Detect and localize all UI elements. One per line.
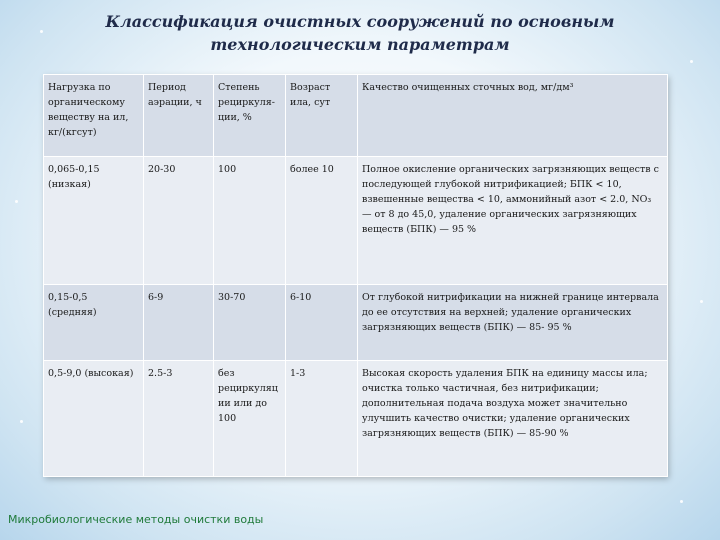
classification-table	[43, 74, 668, 477]
table-header-row	[44, 75, 668, 157]
table-row	[44, 157, 668, 285]
header-cell-load: Нагрузка по органическому веществу на ил, кг/(кгсут)	[44, 75, 144, 157]
sparkle	[15, 200, 18, 203]
sparkle	[680, 500, 683, 503]
table-cell: Полное окисление органических загрязняющих веществ с последующей глубокой нитрификацией; БПК < 10, взвешенные вещества < 10, аммонийный азот < 2.0, NO₃ — от 8 до 45,0, удаление органических загрязняющих веществ (БПК) — 95 %	[358, 157, 668, 285]
table-cell: От глубокой нитрификации на нижней границе интервала до ее отсутствия на верхней; удаление органических загрязняющих веществ (БПК) — 85- 95 %	[358, 285, 668, 361]
sparkle	[690, 60, 693, 63]
table-cell: 0,15-0,5 (средняя)	[44, 285, 144, 361]
header-cell-sludge-age: Возраст ила, сут	[286, 75, 358, 157]
table-cell: 6-10	[286, 285, 358, 361]
table-cell: 0,065-0,15 (низкая)	[44, 157, 144, 285]
table-cell: 0,5-9,0 (высокая)	[44, 361, 144, 477]
table-row	[44, 285, 668, 361]
sparkle	[700, 300, 703, 303]
table-cell: 6-9	[144, 285, 214, 361]
header-cell-quality: Качество очищенных сточных вод, мг/дм³	[358, 75, 668, 157]
table-cell: Высокая скорость удаления БПК на единицу массы ила; очистка только частичная, без нитрификации; дополнительная подача воздуха может значительно улучшить качество очистки; удаление органических загрязняющих веществ (БПК) — 85-90 %	[358, 361, 668, 477]
table-cell: более 10	[286, 157, 358, 285]
table-row	[44, 361, 668, 477]
table-cell: 100	[214, 157, 286, 285]
table-cell: 20-30	[144, 157, 214, 285]
classification-table-container	[43, 74, 667, 476]
table-cell: 2.5-3	[144, 361, 214, 477]
page-title: Классификация очистных сооружений по основным технологическим параметрам	[105, 12, 615, 54]
table-cell: 1-3	[286, 361, 358, 477]
sparkle	[20, 420, 23, 423]
footer-caption: Микробиологические методы очистки воды	[8, 513, 264, 526]
header-cell-recirculation: Степень рециркуля- ции, %	[214, 75, 286, 157]
table-cell: 30-70	[214, 285, 286, 361]
table-cell: без рециркуляции или до 100	[214, 361, 286, 477]
header-cell-aeration: Период аэрации, ч	[144, 75, 214, 157]
